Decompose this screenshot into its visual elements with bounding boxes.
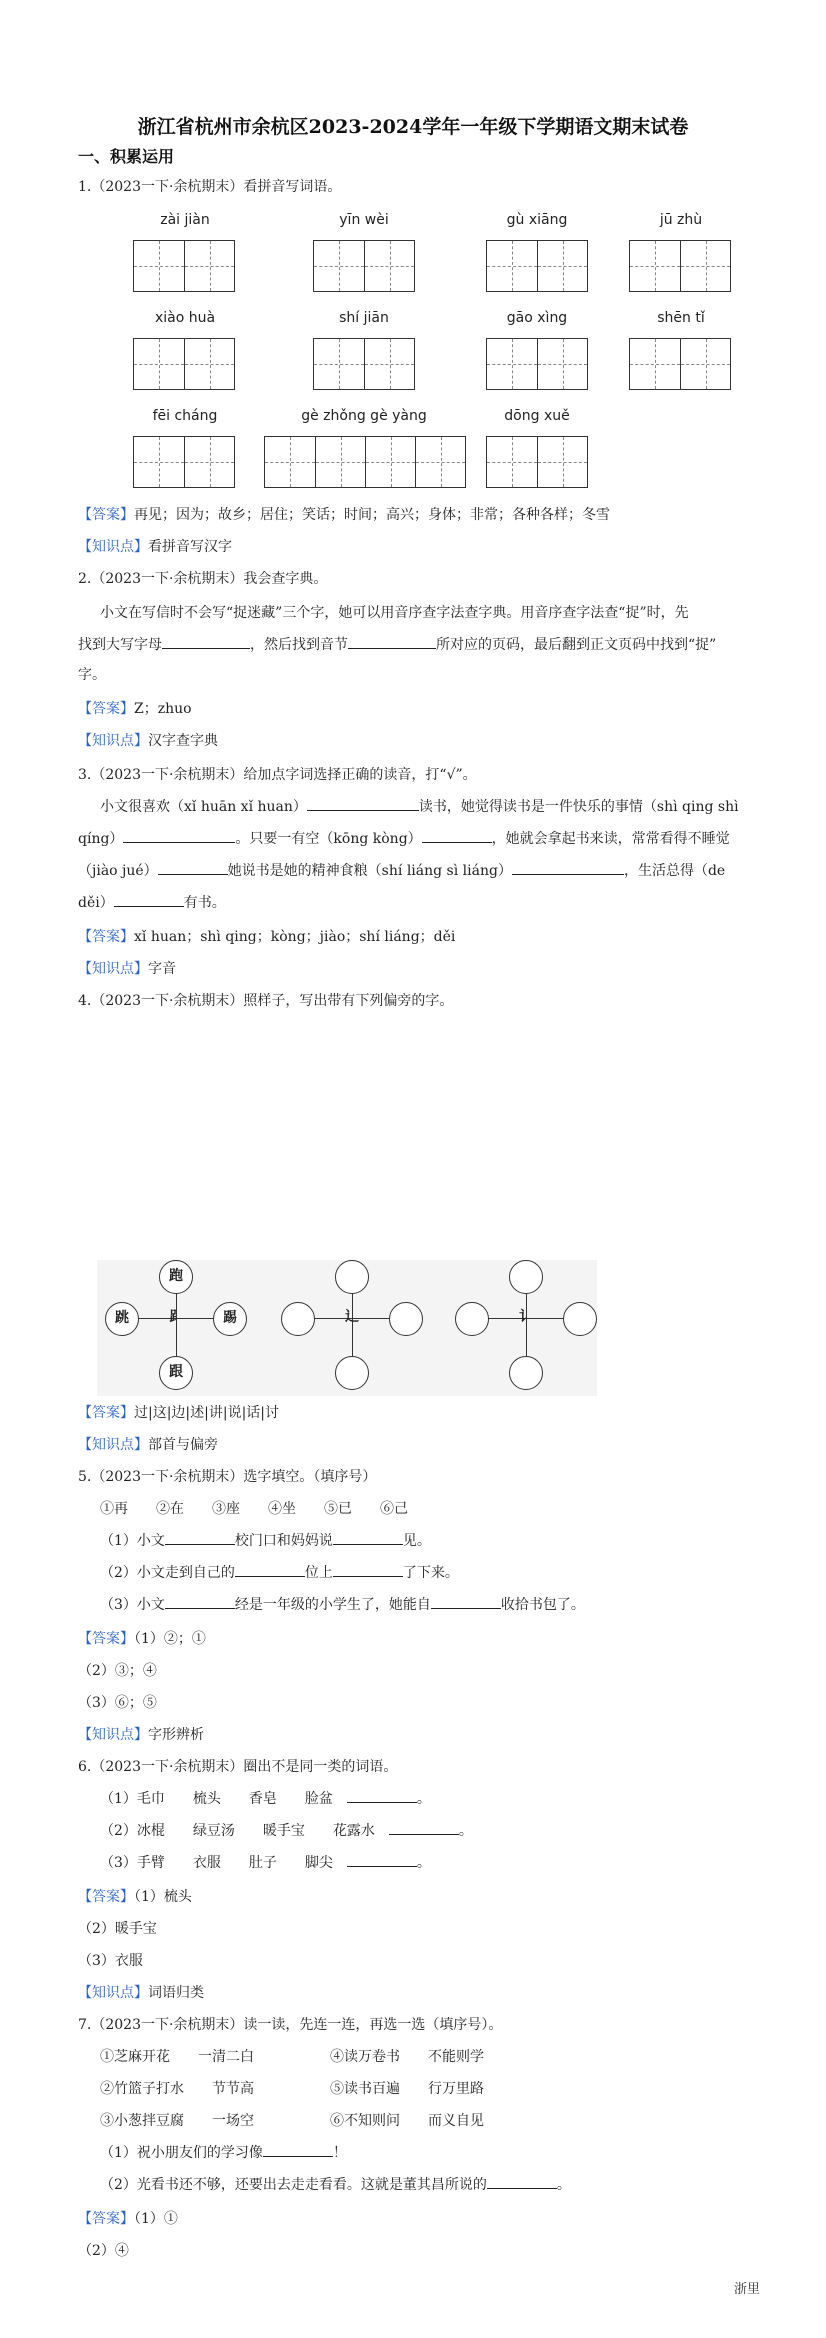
answer-blank[interactable]	[422, 828, 492, 843]
idiom-row: ⑥不知则问 而义自见	[330, 2113, 484, 2129]
radical-center: 讠	[519, 1309, 533, 1325]
writing-grid[interactable]	[629, 240, 731, 292]
question-3-stem: 3.（2023一下·余杭期末）给加点字词选择正确的读音，打“√”。	[78, 767, 477, 783]
question-5-options: ①再 ②在 ③座 ④坐 ⑤已 ⑥己	[100, 1501, 408, 1517]
pinyin-label: yīn wèi	[339, 212, 389, 228]
radical-char: 跑	[159, 1260, 193, 1294]
question-6-stem: 6.（2023一下·余杭期末）圈出不是同一类的词语。	[78, 1759, 398, 1775]
writing-grid[interactable]	[313, 338, 415, 390]
question-6-item: （1）毛巾 梳头 香皂 脸盆 。	[100, 1788, 431, 1808]
answer-blank[interactable]	[389, 1820, 459, 1835]
answer-blank[interactable]	[487, 2174, 557, 2189]
answer-1: 【答案】再见；因为；故乡；居住；笑话；时间；高兴；身体；非常；各种各样；冬雪	[78, 507, 610, 523]
radical-center: 辶	[345, 1309, 359, 1325]
idiom-row: ⑤读书百遍 行万里路	[330, 2081, 484, 2097]
question-5-sentence: （3）小文 经是一年级的小学生了，她能自 收拾书包了。	[100, 1594, 585, 1614]
answer-5: 【答案】（1）②；①	[78, 1631, 206, 1647]
footer-mark: 浙里	[733, 2282, 760, 2297]
pinyin-label: gù xiāng	[506, 212, 568, 228]
answer-blank[interactable]	[348, 634, 436, 649]
pinyin-label: xiào huà	[154, 310, 216, 326]
answer-blank[interactable]	[158, 860, 228, 875]
radical-char: 跟	[159, 1356, 193, 1390]
answer-6: 【答案】（1）梳头	[78, 1889, 192, 1905]
answer-blank[interactable]	[431, 1594, 501, 1609]
question-4-stem: 4.（2023一下·余杭期末）照样子，写出带有下列偏旁的字。	[78, 993, 454, 1009]
question-3-text: 小文很喜欢（xǐ huān xǐ huan） 读书，她觉得读书是一件快乐的事情（shì qing shì	[100, 796, 739, 816]
question-5-stem: 5.（2023一下·余杭期末）选字填空。（填序号）	[78, 1469, 377, 1485]
question-1-stem: 1.（2023一下·余杭期末）看拼音写词语。	[78, 179, 342, 195]
answer-blank[interactable]	[263, 2142, 333, 2157]
question-3-text: （jiào jué） 她说书是她的精神食粮（shí liáng sì liáng） ，生活总得（de	[78, 860, 725, 880]
answer-4: 【答案】过|这|边|述|讲|说|话|讨	[78, 1405, 280, 1421]
knowledge-4: 【知识点】部首与偏旁	[78, 1437, 218, 1453]
answer-blank[interactable]	[114, 892, 184, 907]
question-3-text: děi） 有书。	[78, 892, 226, 912]
pinyin-label: shí jiān	[339, 310, 389, 326]
knowledge-3: 【知识点】字音	[78, 961, 176, 977]
answer-circle[interactable]	[509, 1260, 543, 1294]
section-heading: 一、积累运用	[78, 147, 175, 166]
answer-6-line: （2）暖手宝	[78, 1921, 157, 1937]
answer-blank[interactable]	[165, 1594, 235, 1609]
idiom-row: ①芝麻开花 一清二白	[100, 2049, 254, 2065]
knowledge-2: 【知识点】汉字查字典	[78, 733, 218, 749]
pinyin-label: shēn tǐ	[657, 310, 705, 326]
answer-circle[interactable]	[389, 1302, 423, 1336]
writing-grid[interactable]	[133, 436, 235, 488]
page-title: 浙江省杭州市余杭区2023-2024学年一年级下学期语文期末试卷	[137, 116, 689, 138]
writing-grid[interactable]	[133, 240, 235, 292]
answer-circle[interactable]	[509, 1356, 543, 1390]
answer-blank[interactable]	[347, 1852, 417, 1867]
radical-diagram	[97, 1260, 597, 1396]
answer-circle[interactable]	[335, 1260, 369, 1294]
answer-blank[interactable]	[307, 796, 419, 811]
answer-circle[interactable]	[563, 1302, 597, 1336]
question-3-text: qíng） 。只要一有空（kōng kòng） ，她就会拿起书来读，常常看得不睡觉	[78, 828, 730, 848]
answer-blank[interactable]	[512, 860, 624, 875]
writing-grid[interactable]	[486, 240, 588, 292]
writing-grid[interactable]	[486, 338, 588, 390]
question-7-sentence: （2）光看书还不够，还要出去走走看看。这就是董其昌所说的 。	[100, 2174, 571, 2194]
radical-center: ⻊	[169, 1309, 183, 1325]
question-2-stem: 2.（2023一下·余杭期末）我会查字典。	[78, 571, 328, 587]
answer-blank[interactable]	[123, 828, 235, 843]
question-2-text: 小文在写信时不会写“捉迷藏”三个字，她可以用音序查字法查字典。用音序查字法查“捉”时，先	[100, 605, 689, 621]
question-2-text: 找到大写字母 ，然后找到音节 所对应的页码，最后翻到正文页码中找到“捉”	[78, 634, 716, 654]
answer-blank[interactable]	[235, 1562, 305, 1577]
knowledge-1: 【知识点】看拼音写汉字	[78, 539, 232, 555]
answer-5-line: （2）③；④	[78, 1663, 157, 1679]
knowledge-5: 【知识点】字形辨析	[78, 1727, 204, 1743]
question-7-sentence: （1）祝小朋友们的学习像 ！	[100, 2142, 347, 2162]
writing-grid[interactable]	[264, 436, 466, 488]
pinyin-label: jū zhù	[659, 212, 703, 228]
question-2-text: 字。	[78, 667, 106, 683]
answer-3: 【答案】xǐ huan；shì qing；kòng；jiào；shí liáng；děi	[78, 929, 456, 945]
answer-2: 【答案】Z；zhuo	[78, 701, 192, 717]
answer-7-line: （2）④	[78, 2243, 129, 2259]
writing-grid[interactable]	[133, 338, 235, 390]
answer-7: 【答案】（1）①	[78, 2211, 178, 2227]
writing-grid[interactable]	[486, 436, 588, 488]
pinyin-label: zài jiàn	[160, 212, 210, 228]
question-5-sentence: （1）小文 校门口和妈妈说 见。	[100, 1530, 431, 1550]
answer-blank[interactable]	[162, 634, 250, 649]
question-6-item: （3）手臂 衣服 肚子 脚尖 。	[100, 1852, 431, 1872]
answer-blank[interactable]	[165, 1530, 235, 1545]
pinyin-label: fēi cháng	[152, 408, 218, 424]
answer-circle[interactable]	[335, 1356, 369, 1390]
answer-circle[interactable]	[281, 1302, 315, 1336]
pinyin-label: gè zhǒng gè yàng	[301, 408, 427, 424]
question-5-sentence: （2）小文走到自己的 位上 了下来。	[100, 1562, 459, 1582]
idiom-row: ③小葱拌豆腐 一场空	[100, 2113, 254, 2129]
pinyin-label: dōng xuě	[504, 408, 570, 424]
answer-6-line: （3）衣服	[78, 1953, 143, 1969]
knowledge-6: 【知识点】词语归类	[78, 1985, 204, 2001]
question-6-item: （2）冰棍 绿豆汤 暖手宝 花露水 。	[100, 1820, 473, 1840]
answer-blank[interactable]	[333, 1562, 403, 1577]
radical-char: 跳	[105, 1302, 139, 1336]
idiom-row: ④读万卷书 不能则学	[330, 2049, 484, 2065]
question-7-stem: 7.（2023一下·余杭期末）读一读，先连一连，再选一选（填序号）。	[78, 2017, 503, 2033]
answer-5-line: （3）⑥；⑤	[78, 1695, 157, 1711]
writing-grid[interactable]	[629, 338, 731, 390]
answer-circle[interactable]	[455, 1302, 489, 1336]
writing-grid[interactable]	[313, 240, 415, 292]
radical-char: 踢	[213, 1302, 247, 1336]
answer-blank[interactable]	[347, 1788, 417, 1803]
pinyin-label: gāo xìng	[506, 310, 568, 326]
answer-blank[interactable]	[333, 1530, 403, 1545]
idiom-row: ②竹篮子打水 节节高	[100, 2081, 254, 2097]
